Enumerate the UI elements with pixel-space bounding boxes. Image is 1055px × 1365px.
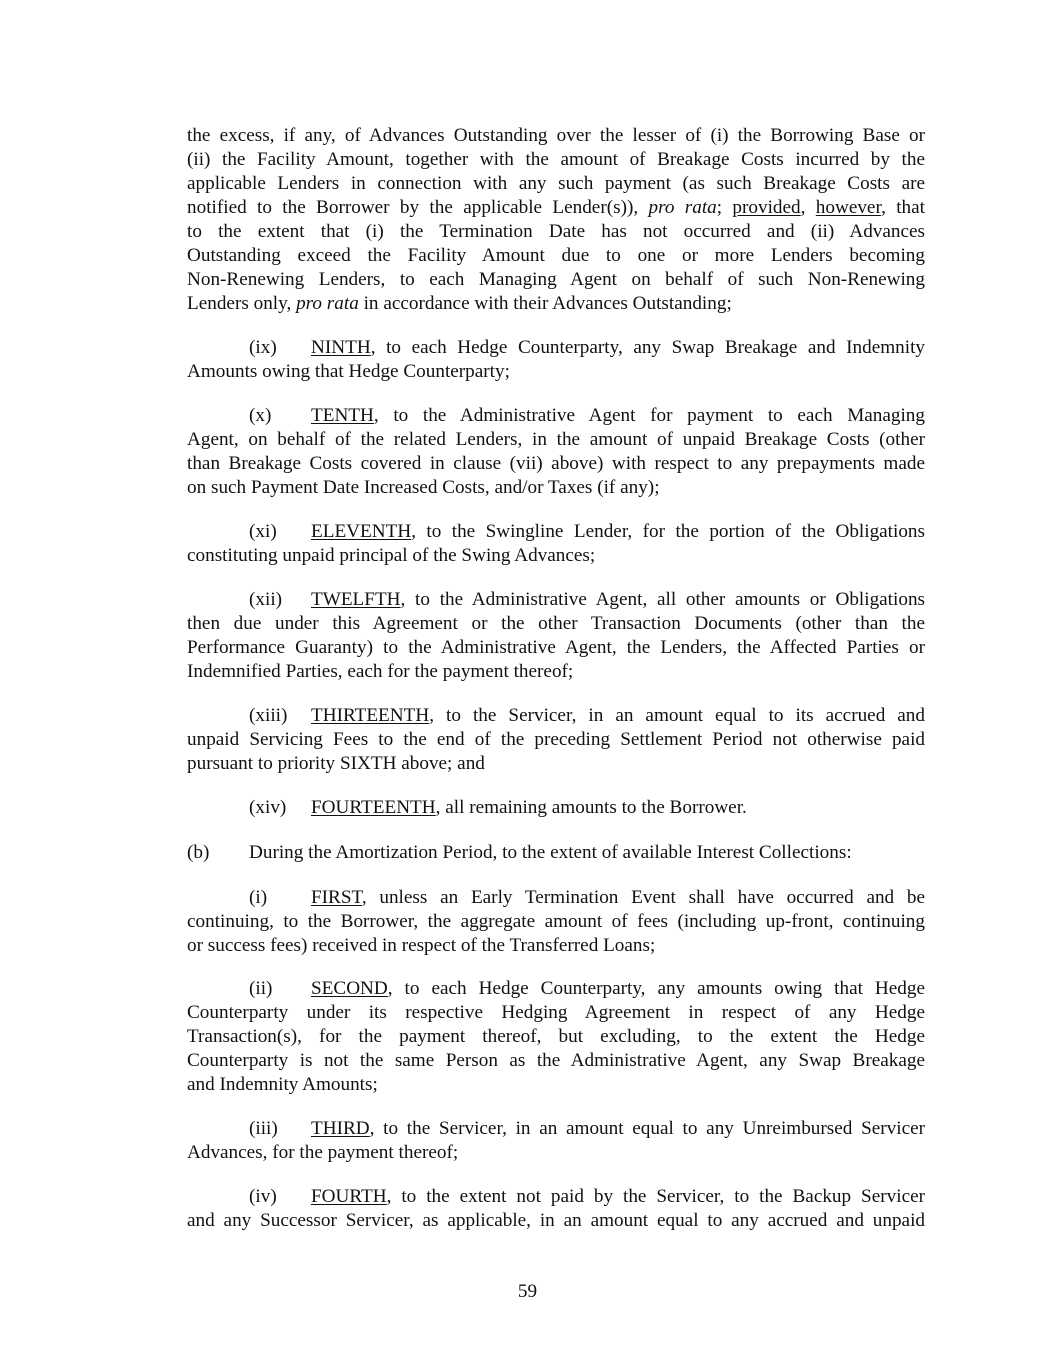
text-line: Performance Guaranty) to the Administrative Agent, the Lenders, the Affected Parties or — [187, 637, 925, 658]
clause-heading: SECOND — [311, 978, 388, 999]
text-run: , to the extent not paid by the Servicer, to the Backup Servicer — [386, 1186, 925, 1207]
clause-heading: FIRST — [311, 887, 362, 908]
clause-xi — [187, 520, 925, 568]
text-run: , to the Swingline Lender, for the portion of the Obligations — [411, 521, 925, 542]
text-line — [187, 196, 925, 220]
clause-first-line — [187, 977, 925, 1001]
underlined-term: provided — [732, 197, 801, 218]
text-line: the excess, if any, of Advances Outstanding over the lesser of (i) the Borrowing Base or — [187, 125, 925, 146]
clause-xiv — [187, 796, 925, 820]
clause-number: (x) — [249, 405, 272, 426]
text-run: , to the Administrative Agent for payment to each Managing — [373, 405, 925, 426]
italic-term: pro rata — [648, 197, 717, 218]
clause-x — [187, 404, 925, 500]
text-run: in accordance with their Advances Outstanding; — [358, 293, 732, 314]
intro-paragraph — [187, 124, 925, 316]
text-line: constituting unpaid principal of the Swing Advances; — [187, 545, 596, 566]
clause-b-ii — [187, 977, 925, 1097]
text-line: pursuant to priority SIXTH above; and — [187, 753, 485, 774]
clause-xii — [187, 588, 925, 684]
clause-b-iii — [187, 1117, 925, 1165]
clause-first-line — [187, 336, 925, 360]
text-line: and any Successor Servicer, as applicable, in an amount equal to any accrued and unpaid — [187, 1210, 925, 1231]
text-line: than Breakage Costs covered in clause (vii) above) with respect to any prepayments made — [187, 453, 925, 474]
text-line: Counterparty under its respective Hedging Agreement in respect of any Hedge — [187, 1002, 925, 1023]
clause-heading: TWELFTH — [311, 589, 401, 610]
clause-number: (xi) — [249, 521, 277, 542]
clause-heading: NINTH — [311, 337, 371, 358]
text-line: applicable Lenders in connection with any such payment (as such Breakage Costs are — [187, 173, 925, 194]
text-line: on such Payment Date Increased Costs, and/or Taxes (if any); — [187, 477, 660, 498]
text-line: Outstanding exceed the Facility Amount due to one or more Lenders becoming — [187, 245, 925, 266]
text-line: and Indemnity Amounts; — [187, 1074, 378, 1095]
text-line: Indemnified Parties, each for the payment thereof; — [187, 661, 574, 682]
text-line: Non-Renewing Lenders, to each Managing Agent on behalf of such Non-Renewing — [187, 269, 925, 290]
clause-first-line — [187, 886, 925, 910]
clause-number: (xii) — [249, 589, 283, 610]
clause-first-line — [187, 796, 925, 820]
underlined-term: however — [815, 197, 882, 218]
text-line: Transaction(s), for the payment thereof, but excluding, to the extent the Hedge — [187, 1026, 925, 1047]
clause-first-line — [187, 588, 925, 612]
section-b — [187, 841, 925, 865]
clause-b-i — [187, 886, 925, 958]
clause-number: (iv) — [249, 1186, 277, 1207]
text-run: notified to the Borrower by the applicable Lender(s)), — [187, 197, 649, 218]
text-line: to the extent that (i) the Termination Date has not occurred and (ii) Advances — [187, 221, 925, 242]
clause-heading: FOURTH — [311, 1186, 387, 1207]
clause-first-line — [187, 1185, 925, 1209]
text-run: , — [800, 197, 816, 218]
text-line: Counterparty is not the same Person as the Administrative Agent, any Swap Breakage — [187, 1050, 925, 1071]
text-line: or success fees) received in respect of the Transferred Loans; — [187, 935, 656, 956]
text-run: Lenders only, — [187, 293, 297, 314]
section-b-line — [187, 841, 925, 865]
clause-number: (i) — [249, 887, 268, 908]
clause-ix — [187, 336, 925, 384]
clause-heading: TENTH — [311, 405, 374, 426]
clause-number: (xiii) — [249, 705, 288, 726]
clause-heading: FOURTEENTH — [311, 797, 436, 818]
text-run: , to the Servicer, in an amount equal to any Unreimbursed Servicer — [369, 1118, 925, 1139]
clause-number: (iii) — [249, 1118, 278, 1139]
clause-number: (ii) — [249, 978, 273, 999]
clause-heading: THIRTEENTH — [311, 705, 430, 726]
text-line: then due under this Agreement or the other Transaction Documents (other than the — [187, 613, 925, 634]
clause-b-iv — [187, 1185, 925, 1233]
text-run: , unless an Early Termination Event shall have occurred and be — [361, 887, 925, 908]
text-run: , to each Hedge Counterparty, any Swap Breakage and Indemnity — [370, 337, 925, 358]
section-text: During the Amortization Period, to the extent of available Interest Collections: — [249, 842, 852, 863]
section-number: (b) — [187, 842, 210, 863]
text-run: , to the Servicer, in an amount equal to its accrued and — [429, 705, 925, 726]
text-line — [187, 292, 925, 316]
text-run: , to each Hedge Counterparty, any amounts owing that Hedge — [387, 978, 925, 999]
clause-number: (ix) — [249, 337, 277, 358]
clause-heading: THIRD — [311, 1118, 370, 1139]
italic-term: pro rata — [296, 293, 359, 314]
text-run: , that — [881, 197, 925, 218]
text-run: , to the Administrative Agent, all other amounts or Obligations — [400, 589, 925, 610]
text-line: continuing, to the Borrower, the aggregate amount of fees (including up-front, continuing — [187, 911, 925, 932]
text-line: Agent, on behalf of the related Lenders, in the amount of unpaid Breakage Costs (other — [187, 429, 925, 450]
clause-number: (xiv) — [249, 797, 287, 818]
clause-first-line — [187, 704, 925, 728]
text-line: Advances, for the payment thereof; — [187, 1142, 459, 1163]
clause-first-line — [187, 1117, 925, 1141]
text-run: ; — [716, 197, 733, 218]
clause-first-line — [187, 520, 925, 544]
text-line: unpaid Servicing Fees to the end of the preceding Settlement Period not otherwise paid — [187, 729, 925, 750]
clause-xiii — [187, 704, 925, 776]
clause-heading: ELEVENTH — [311, 521, 412, 542]
clause-first-line — [187, 404, 925, 428]
text-line: Amounts owing that Hedge Counterparty; — [187, 361, 510, 382]
text-line: (ii) the Facility Amount, together with the amount of Breakage Costs incurred by the — [187, 149, 925, 170]
text-run: , all remaining amounts to the Borrower. — [435, 797, 747, 818]
page-number: 59 — [517, 1281, 538, 1302]
